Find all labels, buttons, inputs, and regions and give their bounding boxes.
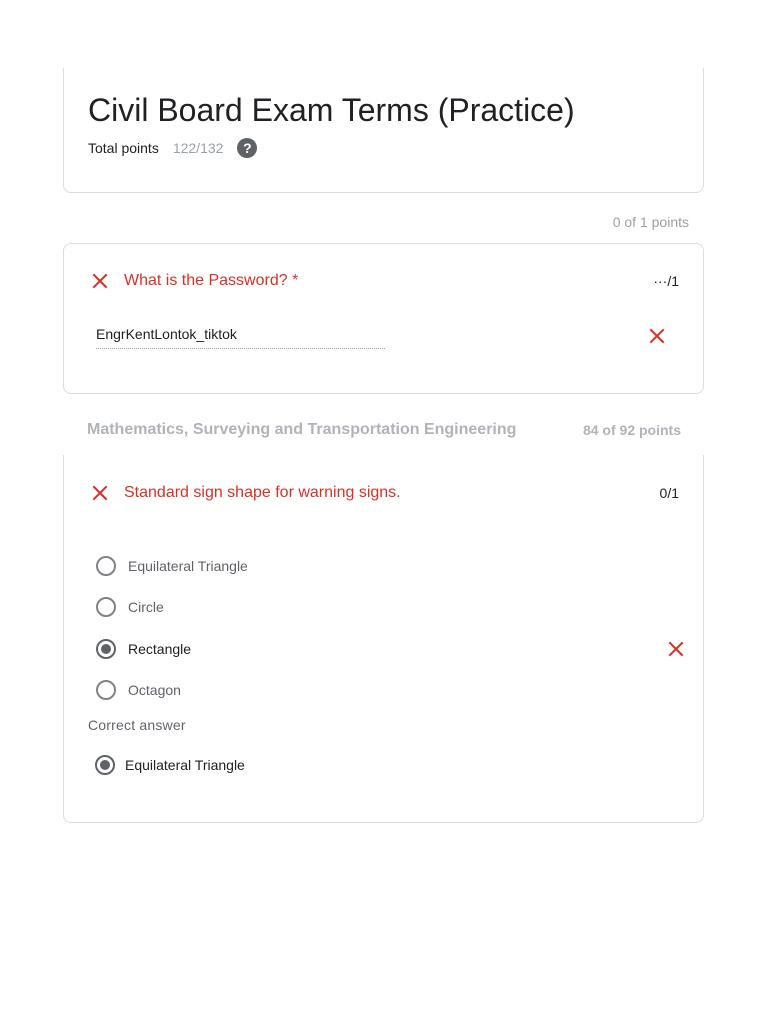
close-icon — [88, 481, 112, 505]
option-octagon — [96, 670, 676, 712]
option-label: Octagon — [128, 682, 181, 699]
password-question-text: What is the Password? * — [124, 272, 299, 289]
section-points: 84 of 92 points — [582, 422, 681, 438]
close-icon — [645, 324, 669, 348]
option-rectangle — [96, 628, 676, 670]
section-title: Mathematics, Surveying and Transportation Engineering — [87, 421, 517, 438]
close-icon — [664, 637, 688, 661]
option-label: Equilateral Triangle — [128, 557, 248, 574]
close-icon — [88, 269, 112, 293]
total-points-value: 122/132 — [172, 140, 224, 156]
option-equilateral-triangle — [96, 545, 676, 587]
sign-question-score: 0/1 — [659, 485, 679, 501]
radio-unselected — [96, 680, 116, 700]
radio-unselected — [96, 556, 116, 576]
sign-question-row — [88, 481, 679, 505]
password-points-summary: 0 of 1 points — [612, 214, 689, 230]
password-question-score: ···/1 — [653, 273, 679, 289]
radio-selected — [96, 639, 116, 659]
total-points-label: Total points — [88, 140, 159, 156]
option-circle — [96, 587, 676, 629]
correct-answer-label: Correct answer — [88, 717, 186, 733]
page-title: Civil Board Exam Terms (Practice) — [88, 92, 575, 128]
password-answer-field: EngrKentLontok_tiktok — [96, 324, 385, 349]
password-question-row — [88, 269, 679, 293]
password-question-card — [63, 243, 704, 394]
option-label: Circle — [128, 599, 164, 616]
form-header-card — [63, 68, 704, 193]
option-label: Rectangle — [128, 640, 192, 657]
correct-answer-option — [95, 753, 245, 777]
total-points-row — [88, 136, 257, 160]
sign-question-card — [63, 455, 704, 823]
options-list — [96, 545, 676, 711]
radio-unselected — [96, 597, 116, 617]
radio-selected — [95, 755, 115, 775]
sign-question-text: Standard sign shape for warning signs. — [124, 484, 401, 501]
correct-answer-text: Equilateral Triangle — [125, 757, 245, 773]
help-icon[interactable]: ? — [237, 138, 257, 158]
